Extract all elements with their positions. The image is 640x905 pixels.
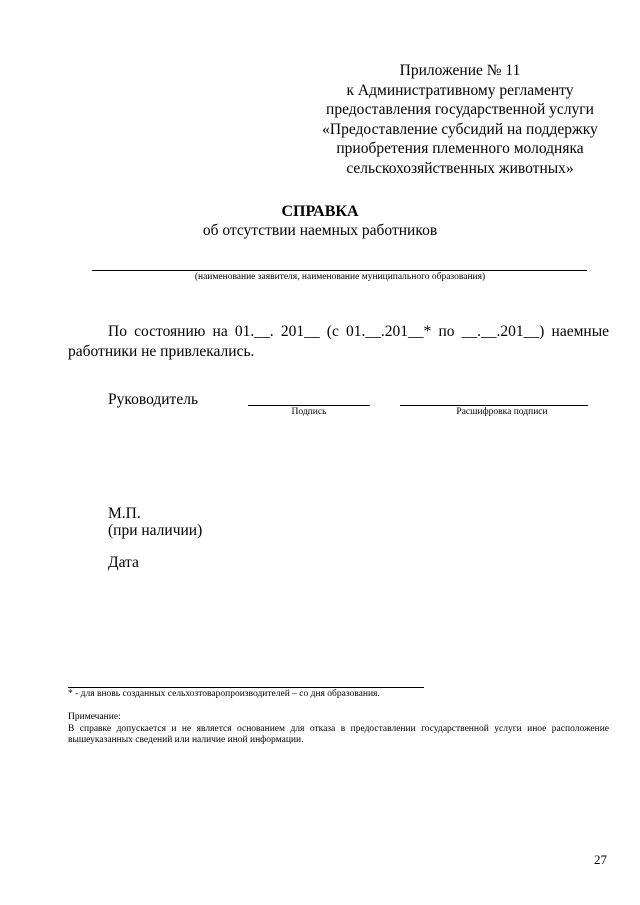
applicant-name-line xyxy=(92,270,587,271)
appendix-line: Приложение № 11 xyxy=(399,62,521,79)
seal-note: (при наличии) xyxy=(108,522,203,539)
appendix-line: приобретения племенного молодняка xyxy=(336,140,584,157)
note-heading: Примечание: xyxy=(68,712,121,722)
signature-line xyxy=(248,405,370,406)
signature-caption: Подпись xyxy=(291,407,327,417)
signature-decode-line xyxy=(400,405,588,406)
appendix-line: к Административному регламенту xyxy=(346,81,574,99)
document-title: СПРАВКА xyxy=(281,203,359,220)
signature-decode-caption: Расшифровка подписи xyxy=(456,407,548,417)
applicant-caption: (наименование заявителя, наименование муниципального образования) xyxy=(194,272,486,282)
signatory-role: Руководитель xyxy=(108,391,199,408)
note-text: В справке допускается и не является основанием для отказа в предоставлении государственной услуги иное расположение вышеуказанных сведений или наличие иной информации. xyxy=(68,723,609,745)
footnote: * - для вновь созданных сельхозтоваропроизводителей – со дня образования. xyxy=(68,689,380,699)
appendix-line: «Предоставление субсидий на поддержку xyxy=(322,120,598,138)
document-subtitle: об отсутствии наемных работников xyxy=(202,222,438,239)
seal-label: М.П. xyxy=(108,505,141,522)
appendix-header xyxy=(300,61,620,178)
note-block xyxy=(68,712,609,747)
appendix-line: предоставления государственной услуги xyxy=(326,101,594,118)
footnote-separator xyxy=(68,687,424,688)
statement-paragraph: По состоянию на 01.__. 201__ (с 01.__.201__* по __.__.201__) наемные работники не привлекались. xyxy=(68,323,609,360)
date-label: Дата xyxy=(108,554,139,571)
appendix-line: сельскохозяйственных животных» xyxy=(346,159,574,177)
page-number: 27 xyxy=(594,852,607,867)
